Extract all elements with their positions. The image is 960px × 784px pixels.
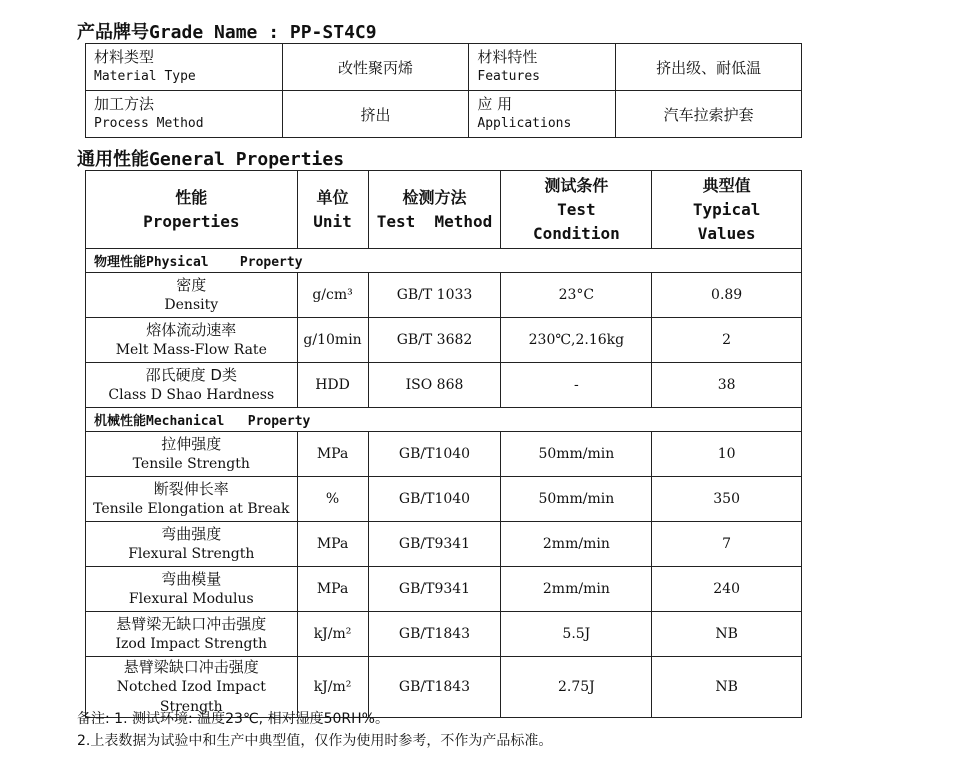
- property-name: [86, 318, 298, 363]
- header-test-condition: 测试条件 Test Condition: [501, 171, 652, 249]
- property-name: [86, 363, 298, 408]
- property-unit: g/cm³: [297, 273, 368, 318]
- property-method: GB/T1040: [368, 432, 501, 477]
- property-method: GB/T 1033: [368, 273, 501, 318]
- mechanical-section-label: 机械性能Mechanical Property: [86, 408, 802, 432]
- property-unit: kJ/m²: [297, 612, 368, 657]
- property-name: [86, 522, 298, 567]
- table-row: [86, 318, 802, 363]
- header-properties: 性能 Properties: [86, 171, 298, 249]
- property-unit: MPa: [297, 432, 368, 477]
- property-value: 7: [652, 522, 802, 567]
- property-name-cn: 弯曲模量: [161, 570, 222, 588]
- general-properties-heading: 通用性能General Properties: [77, 149, 345, 170]
- features-label: 材料特性 Features: [469, 44, 616, 91]
- property-name-en: Density: [164, 297, 219, 313]
- property-name-cn: 弯曲强度: [161, 525, 222, 543]
- property-method: ISO 868: [368, 363, 501, 408]
- note-line-1: 备注: 1. 测试环境: 温度23℃, 相对湿度50RH%。: [77, 711, 389, 727]
- property-value: NB: [652, 612, 802, 657]
- property-value: 0.89: [652, 273, 802, 318]
- physical-section-label: 物理性能Physical Property: [86, 249, 802, 273]
- header-typical-values: 典型值 Typical Values: [652, 171, 802, 249]
- process-method-label: 加工方法 Process Method: [86, 91, 283, 138]
- property-unit: MPa: [297, 522, 368, 567]
- property-value: 350: [652, 477, 802, 522]
- property-name-en: Flexural Modulus: [128, 591, 254, 607]
- applications-label: 应 用 Applications: [469, 91, 616, 138]
- features-value: 挤出级、耐低温: [616, 44, 802, 91]
- property-value: 240: [652, 567, 802, 612]
- property-name-cn: 悬臂梁无缺口冲击强度: [116, 615, 267, 633]
- property-name-en: Melt Mass-Flow Rate: [115, 342, 267, 358]
- property-name-cn: 断裂伸长率: [153, 480, 229, 498]
- property-method: GB/T1843: [368, 657, 501, 718]
- property-name-cn: 悬臂梁缺口冲击强度: [123, 658, 259, 676]
- property-name-cn: 邵氏硬度 D类: [145, 366, 237, 384]
- property-condition: 50mm/min: [501, 477, 652, 522]
- property-name-en: Class D Shao Hardness: [108, 387, 275, 403]
- property-value: 38: [652, 363, 802, 408]
- table-row: [86, 273, 802, 318]
- material-type-label: 材料类型 Material Type: [86, 44, 283, 91]
- property-method: GB/T9341: [368, 522, 501, 567]
- header-row: [86, 171, 802, 249]
- property-method: GB/T1843: [368, 612, 501, 657]
- property-name-cn: 密度: [176, 276, 207, 294]
- property-name-en: Notched Izod Impact Strength: [116, 679, 266, 715]
- grade-name-heading: 产品牌号Grade Name : PP-ST4C9: [77, 22, 377, 43]
- property-unit: MPa: [297, 567, 368, 612]
- properties-table: [85, 170, 802, 718]
- property-value: NB: [652, 657, 802, 718]
- property-name: [86, 567, 298, 612]
- header-test-method: 检测方法 Test Method: [368, 171, 501, 249]
- property-method: GB/T9341: [368, 567, 501, 612]
- property-value: 10: [652, 432, 802, 477]
- property-unit: %: [297, 477, 368, 522]
- table-row: [86, 522, 802, 567]
- property-name: [86, 477, 298, 522]
- property-condition: 2mm/min: [501, 522, 652, 567]
- property-unit: g/10min: [297, 318, 368, 363]
- property-name-en: Tensile Elongation at Break: [93, 501, 290, 517]
- property-method: GB/T 3682: [368, 318, 501, 363]
- property-condition: -: [501, 363, 652, 408]
- property-value: 2: [652, 318, 802, 363]
- table-row: [86, 477, 802, 522]
- table-row: [86, 567, 802, 612]
- property-name-en: Tensile Strength: [132, 456, 250, 472]
- applications-value: 汽车拉索护套: [616, 91, 802, 138]
- property-name-cn: 熔体流动速率: [146, 321, 237, 339]
- mechanical-section-row: [86, 408, 802, 432]
- product-info-table: [85, 43, 802, 138]
- property-method: GB/T1040: [368, 477, 501, 522]
- property-name: [86, 612, 298, 657]
- property-condition: 50mm/min: [501, 432, 652, 477]
- physical-section-row: [86, 249, 802, 273]
- property-name: [86, 273, 298, 318]
- property-name-en: Flexural Strength: [128, 546, 255, 562]
- note-line-2: 2.上表数据为试验中和生产中典型值，仅作为使用时参考，不作为产品标准。: [77, 733, 553, 749]
- process-method-value: 挤出: [282, 91, 469, 138]
- property-condition: 2mm/min: [501, 567, 652, 612]
- table-row: [86, 363, 802, 408]
- property-name-en: Izod Impact Strength: [115, 636, 268, 652]
- property-condition: 23°C: [501, 273, 652, 318]
- property-unit: kJ/m²: [297, 657, 368, 718]
- material-type-value: 改性聚丙烯: [282, 44, 469, 91]
- property-condition: 2.75J: [501, 657, 652, 718]
- property-condition: 5.5J: [501, 612, 652, 657]
- property-unit: HDD: [297, 363, 368, 408]
- table-row: [86, 612, 802, 657]
- header-unit: 单位 Unit: [297, 171, 368, 249]
- property-name-cn: 拉伸强度: [161, 435, 222, 453]
- property-condition: 230℃,2.16kg: [501, 318, 652, 363]
- property-name: [86, 432, 298, 477]
- table-row: [86, 432, 802, 477]
